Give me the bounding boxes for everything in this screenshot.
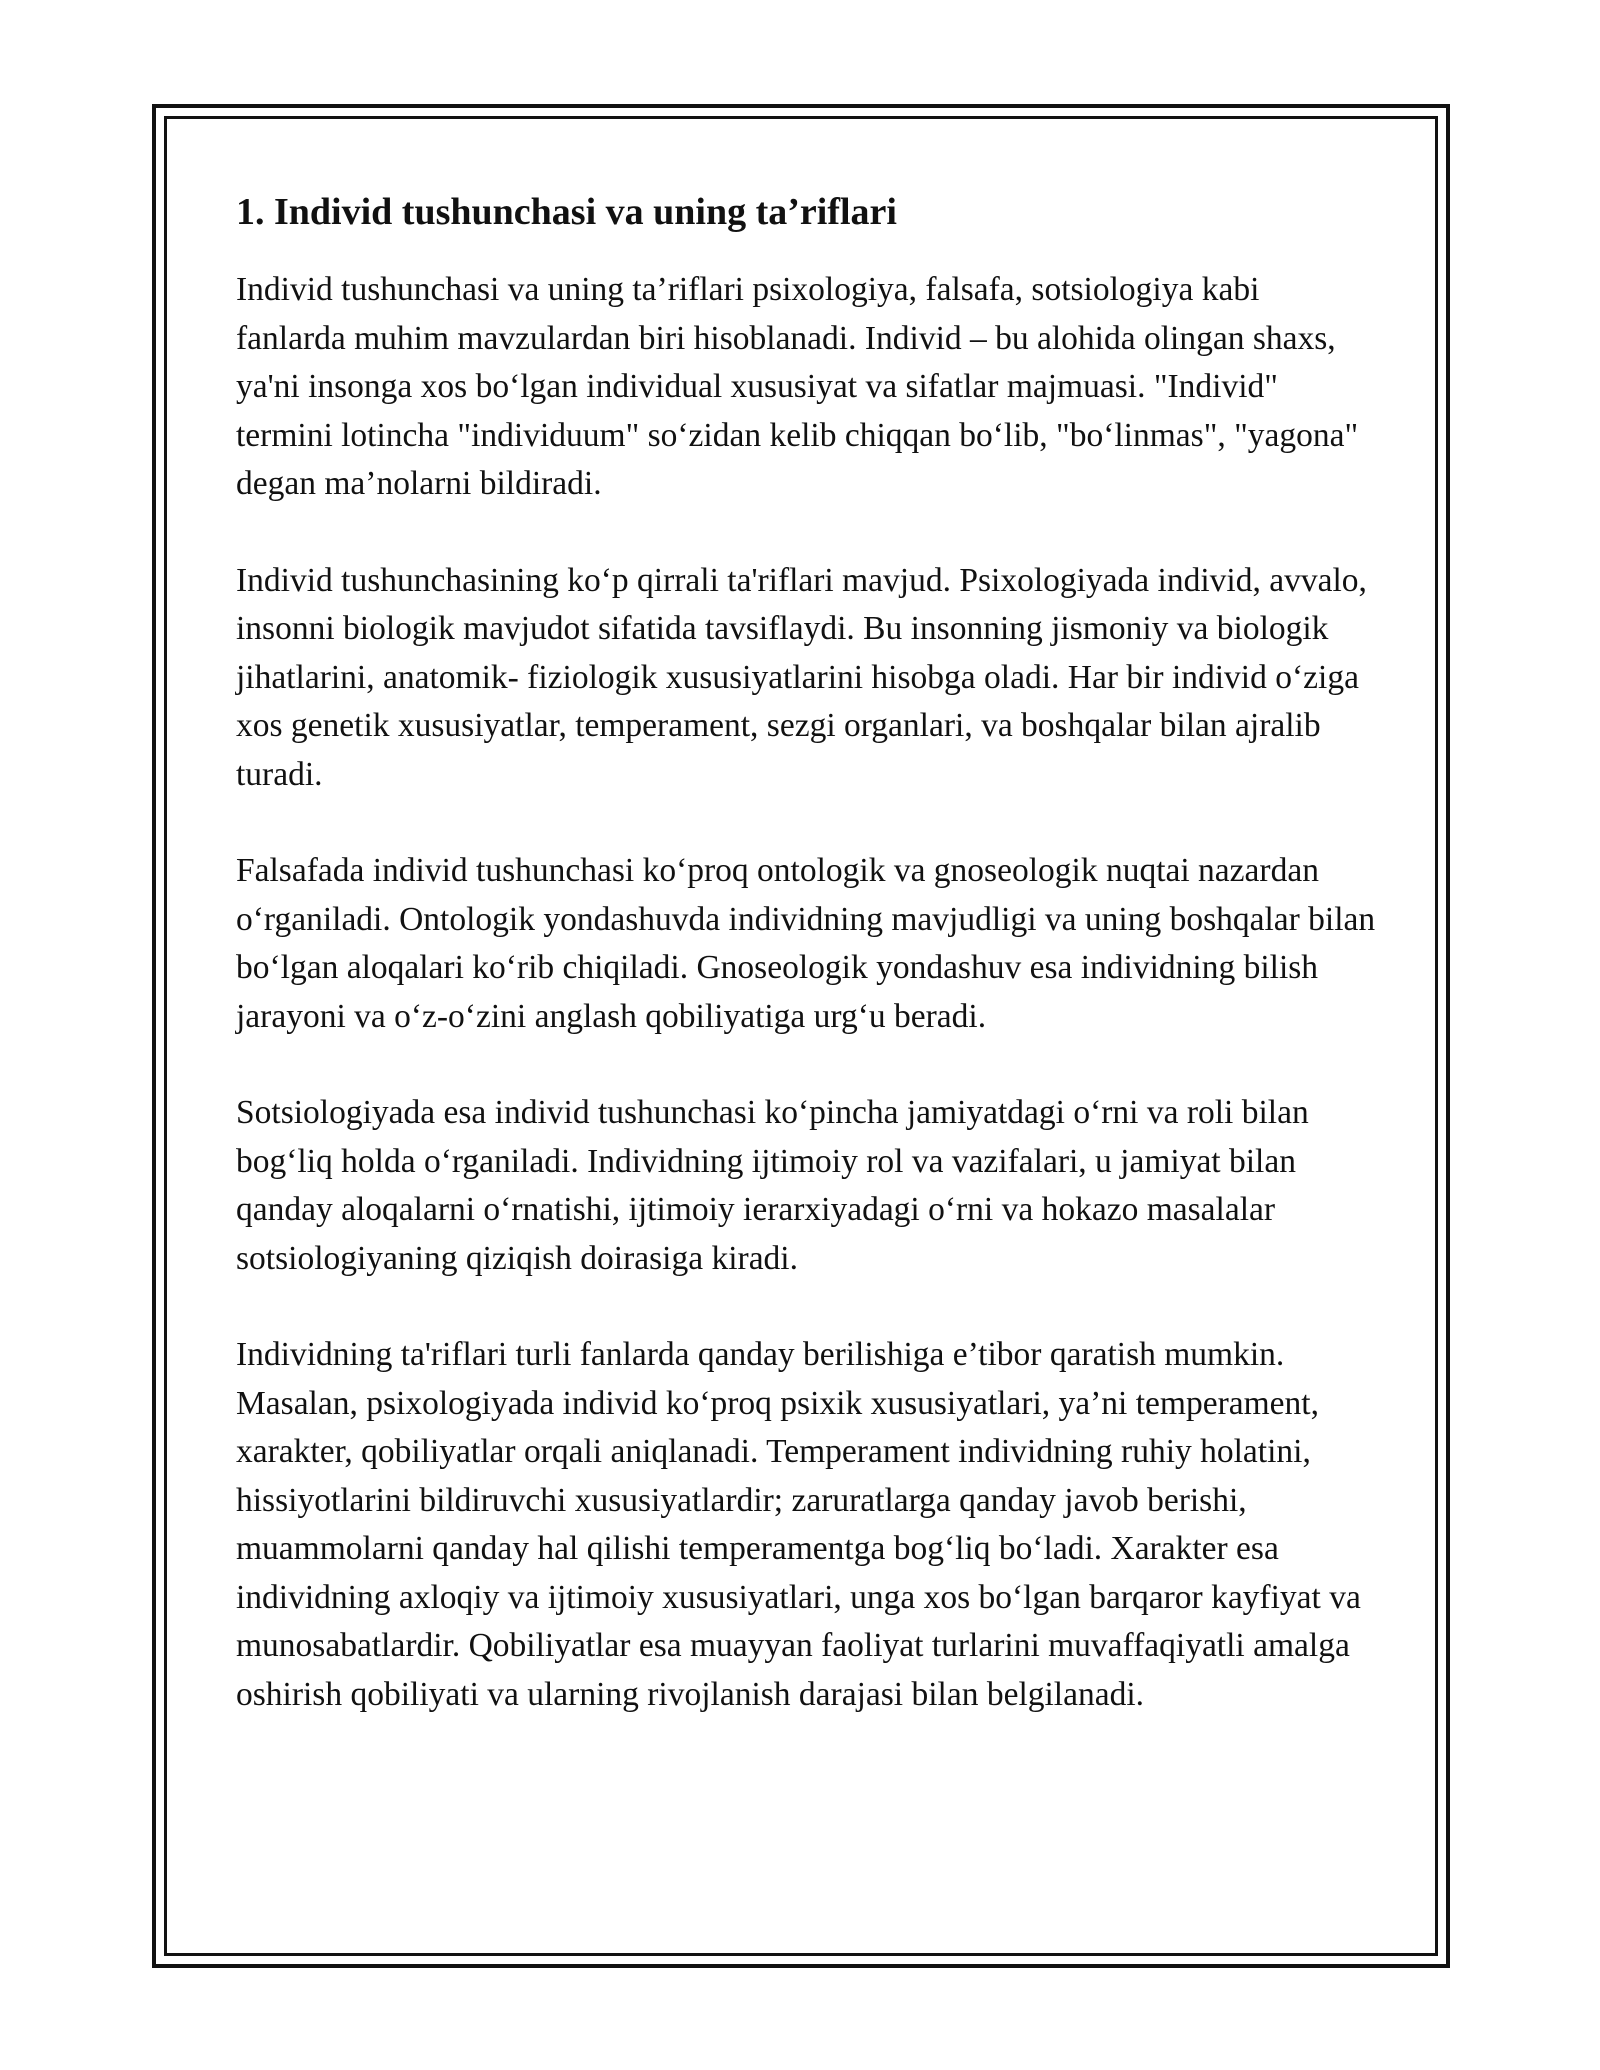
section-heading: 1. Individ tushunchasi va uning ta’riflari	[236, 191, 897, 233]
paragraph-psychology: Individ tushunchasining koʻp qirrali ta'riflari mavjud. Psixologiyada individ, avvalo, insonni biologik mavjudot sifatida tavsiflaydi. Bu insonning jismoniy va biologik jihatlarini, anatomik- fiziologik xususiyatlarini hisobga oladi. Har bir individ oʻziga xos genetik xususiyatlar, temperament, sezgi organlari, va boshqalar bilan ajralib turadi.	[236, 561, 1367, 793]
paragraph-sociology: Sotsiologiyada esa individ tushunchasi koʻpincha jamiyatdagi oʻrni va roli bilan bogʻliq holda oʻrganiladi. Individning ijtimoiy rol va vazifalari, u jamiyat bilan qanday aloqalarni oʻrnatishi, ijtimoiy ierarxiyadagi oʻrni va hokazo masalalar sotsiologiyaning qiziqish doirasiga kiradi.	[236, 1094, 1309, 1277]
paragraph-definitions-in-sciences: Individning ta'riflari turli fanlarda qanday berilishiga e’tibor qaratish mumkin. Masalan, psixologiyada individ koʻproq psixik xususiyatlari, ya’ni temperament, xarakter, qobiliyatlar orqali aniqlanadi. Temperament individning ruhiy holatini, hissiyotlarini bildiruvchi xususiyatlardir; zaruratlarga qanday javob berishi, muammolarni qanday hal qilishi temperamentga bogʻliq boʻladi. Xarakter esa individning axloqiy va ijtimoiy xususiyatlari, unga xos boʻlgan barqaror kayfiyat va munosabatlardir. Qobiliyatlar esa muayyan faoliyat turlarini muvaffaqiyatli amalga oshirish qobiliyati va ularning rivojlanish darajasi bilan belgilanadi.	[236, 1336, 1361, 1713]
paragraph-definition: Individ tushunchasi va uning ta’riflari psixologiya, falsafa, sotsiologiya kabi fanlarda muhim mavzulardan biri hisoblanadi. Individ – bu alohida olingan shaxs, ya'ni insonga xos boʻlgan individual xususiyat va sifatlar majmuasi. "Individ" termini lotincha "individuum" soʻzidan kelib chiqqan boʻlib, "boʻlinmas", "yagona" degan ma’nolarni bildiradi.	[236, 271, 1359, 502]
paragraph-philosophy: Falsafada individ tushunchasi koʻproq ontologik va gnoseologik nuqtai nazardan oʻrganiladi. Ontologik yondashuvda individning mavjudligi va uning boshqalar bilan boʻlgan aloqalari koʻrib chiqiladi. Gnoseologik yondashuv esa individning bilish jarayoni va oʻz-oʻzini anglash qobiliyatiga urgʻu beradi.	[236, 852, 1376, 1035]
document-body	[236, 188, 1376, 1767]
